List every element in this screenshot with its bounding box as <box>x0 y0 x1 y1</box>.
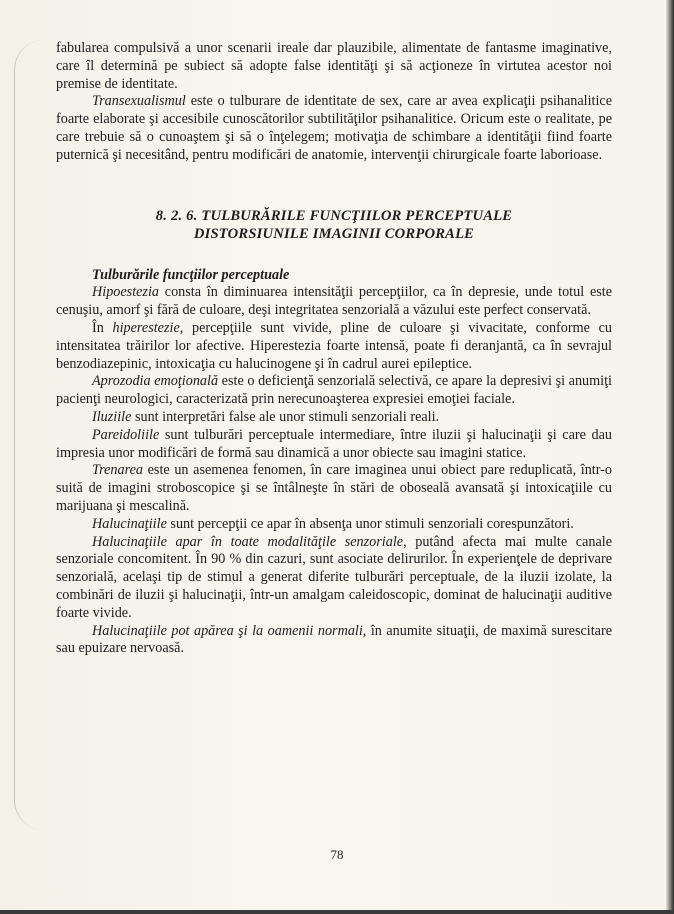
section-heading-line1: 8. 2. 6. TULBURĂRILE FUNCŢIILOR PERCEPTUALE <box>155 207 513 224</box>
paragraph-iluziile: Iluziile sunt interpretări false ale unor stimuli senzoriali reali. <box>92 408 440 425</box>
paragraph-halucinatiile: Halucinaţiile sunt percepţii ce apar în absenţa unor stimuli senzoriali corespunzători. <box>92 515 574 532</box>
subheading: Tulburările funcţiilor perceptuale <box>92 266 290 283</box>
paragraph-hiperestezie: În hiperestezie, percepţiile sunt vivide, pline de culoare şi vivacitate, conforme cu intensitatea trăirilor lor afective. Hiperestezia foarte intensă, poate fi deranjantă, ca în sevrajul benzodiazepinic, intoxicaţia cu halucinogene şi în cadrul aurei epileptice. <box>56 319 612 372</box>
page-bottom-edge <box>0 910 674 914</box>
page-content <box>56 40 612 658</box>
paragraph-pareidoliile: Pareidoliile sunt tulburări perceptuale intermediare, între iluzii şi halucinaţii şi care dau impresia unor modificări de formă sau dinamică a unor obiecte sau imagini statice. <box>56 426 612 461</box>
page-number: 78 <box>330 847 344 862</box>
paragraph-trenarea: Trenarea este un asemenea fenomen, în care imaginea unui obiect pare reduplicată, într-o suită de imagini stroboscopice şi se întâlneşte în stări de oboseală avansată şi intoxicaţiile cu marijuana şi mescalină. <box>56 462 612 514</box>
paragraph-halucinatiile-normali: Halucinaţiile pot apărea şi la oamenii normali, în anumite situaţii, de maximă surescitare sau epuizare nervoasă. <box>56 622 612 657</box>
paragraph-transexualismul: Transexualismul este o tulburare de identitate de sex, care ar avea explicaţii psihanalitice foarte elaborate şi accesibile cunoscătorilor subtilităţilor psihanalitice. Oricum este o realitate, pe care trebuie să o cunoaştem şi să o înţelegem; motivaţia de schimbare a identităţii fiind foarte puternică şi necesitând, pentru modificări de anatomie, intervenţii chirurgicale foarte laborioase. <box>56 93 612 163</box>
page-binding-curve <box>14 40 45 830</box>
paragraph-aprozodia: Aprozodia emoţională este o deficienţă senzorială selectivă, ce apare la depresivi şi anumiţi pacienţi neurologici, caracterizată prin nerecunoaşterea expresiei emoţiei faciale. <box>56 373 612 408</box>
section-heading-line2: DISTORSIUNILE IMAGINII CORPORALE <box>193 225 475 242</box>
paragraph-fabularea: fabularea compulsivă a unor scenarii ireale dar plauzibile, alimentate de fantasme imaginative, care îl determină pe subiect să adopte false identităţi şi să acţioneze în virtutea acestor noi premise de identitate. <box>56 40 612 92</box>
paragraph-halucinatiile-modalitati: Halucinaţiile apar în toate modalităţile senzoriale, putând afecta mai multe canale senzoriale concomitent. În 90 % din cazuri, sunt asociate delirurilor. În experienţele de deprivare senzorială, acelaşi tip de stimul a generat diferite tulburări perceptuale, de la iluzii izolate, la combinări de iluzii şi halucinaţii, într-un amalgam caleidoscopic, dominat de halucinaţii auditive foarte vivide. <box>56 533 613 621</box>
section-heading <box>56 207 612 243</box>
paragraph-hipoestezia: Hipoestezia consta în diminuarea intensităţii percepţiilor, ca în depresie, unde totul este cenuşiu, amorf şi fără de culoare, deşi integritatea senzorială a văzului este perfect conservată. <box>56 284 612 319</box>
page-right-edge <box>666 0 674 914</box>
